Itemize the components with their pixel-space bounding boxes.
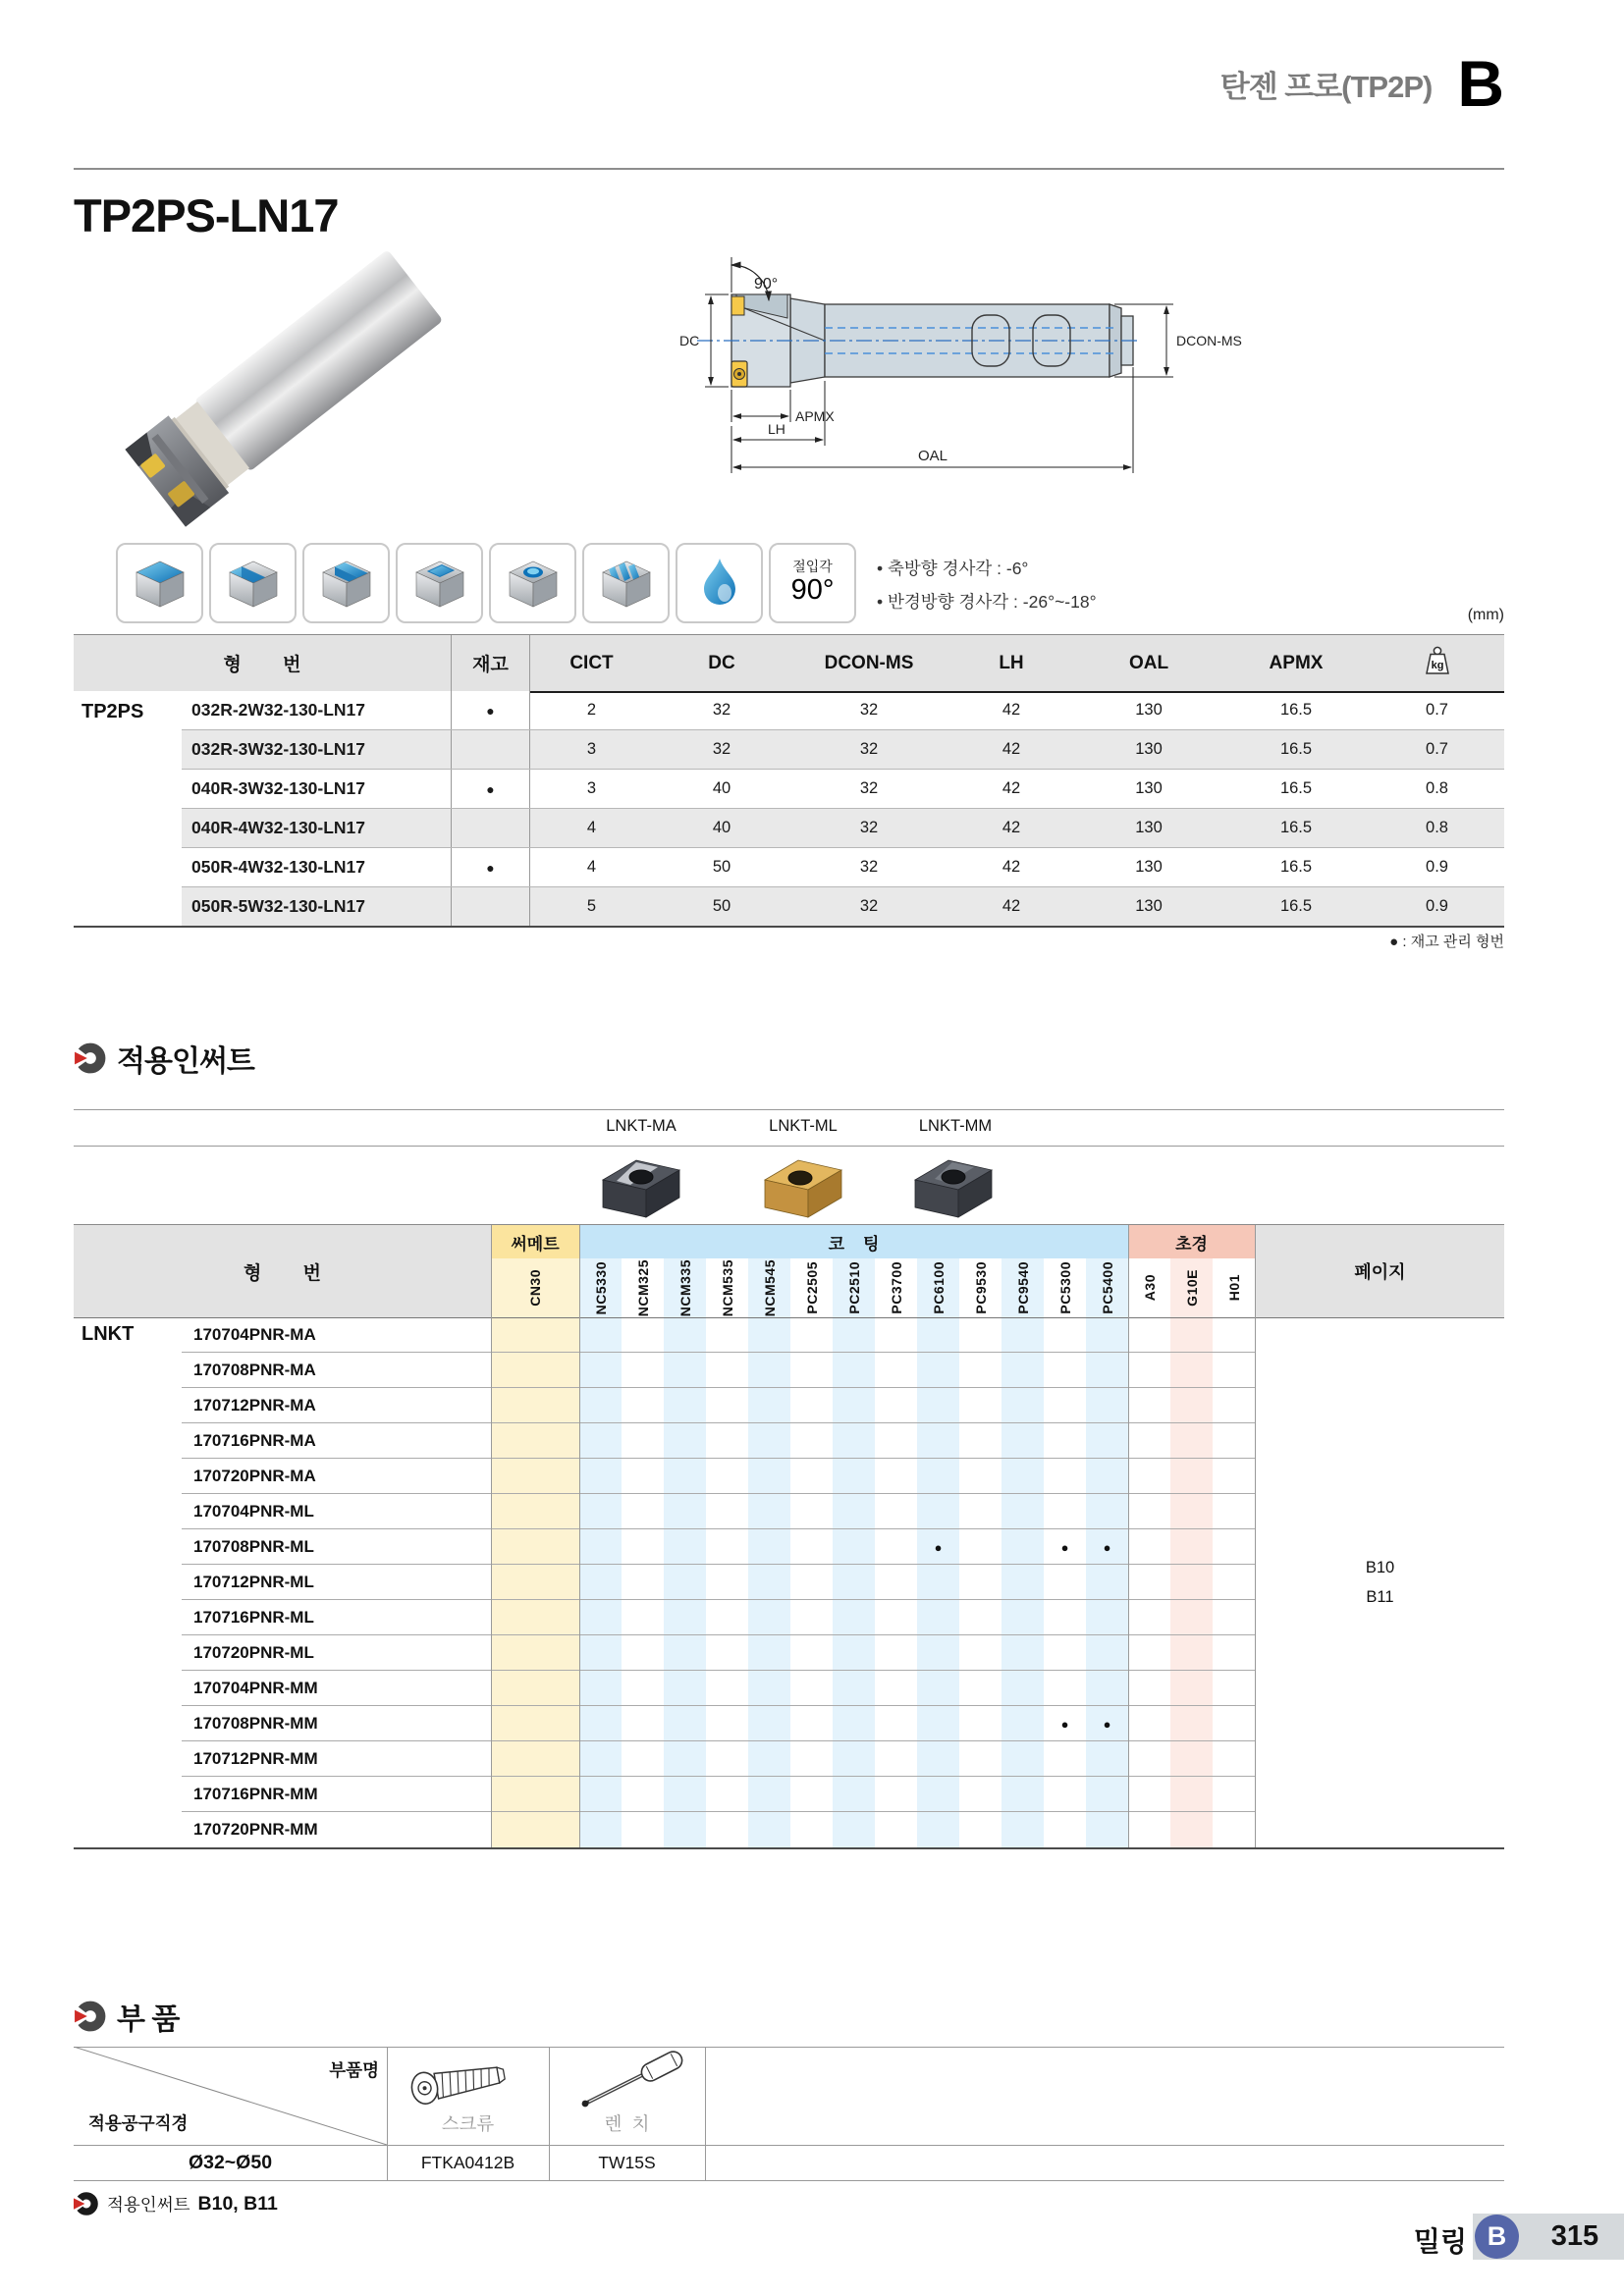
insert-row xyxy=(182,1777,1255,1812)
grade-name-label: PC2505 xyxy=(803,1261,820,1314)
plunging-icon xyxy=(502,557,565,610)
diameter-value: Ø32~Ø50 xyxy=(188,2152,273,2173)
stock-cell: ● xyxy=(452,691,530,729)
page-header xyxy=(74,47,1504,120)
insert-row xyxy=(182,1388,1255,1423)
note-bullet-icon xyxy=(74,2191,99,2216)
spec-table-header xyxy=(74,635,1504,691)
insert-table xyxy=(74,1224,1504,1849)
value-cell: 32 xyxy=(859,858,879,876)
insert-type-ma: LNKT-MA xyxy=(606,1117,677,1135)
grade-header-PC3700 xyxy=(875,1258,917,1317)
grade-name-label: PC5300 xyxy=(1056,1261,1073,1314)
insert-row xyxy=(182,1812,1255,1847)
value-cell: 3 xyxy=(586,779,597,797)
value-cell: 4 xyxy=(586,819,597,836)
grade-header-NCM535 xyxy=(706,1258,748,1317)
stock-cell: ● xyxy=(452,848,530,886)
header-rule xyxy=(74,168,1504,170)
model-cell: 032R-2W32-130-LN17 xyxy=(182,691,452,729)
grade-header-PC2510 xyxy=(833,1258,875,1317)
insert-type-ml: LNKT-ML xyxy=(769,1117,838,1135)
drawing-lh-label: LH xyxy=(768,421,785,437)
insert-model: 170712PNR-MA xyxy=(193,1396,316,1415)
grade-header-PC5400 xyxy=(1086,1258,1128,1317)
grade-header-NCM335 xyxy=(664,1258,706,1317)
value-cell: 5 xyxy=(586,897,597,915)
insert-row xyxy=(182,1600,1255,1635)
section-tab-letter: B xyxy=(1457,47,1504,120)
value-cell: 32 xyxy=(859,897,879,915)
insert-model: 170708PNR-MA xyxy=(193,1361,316,1379)
wrench-label: 렌 치 xyxy=(604,2113,650,2134)
op-plunging xyxy=(489,543,576,623)
op-entry-angle xyxy=(769,543,856,623)
note-label: 적용인써트 xyxy=(107,2194,190,2215)
grade-header-NCM545 xyxy=(748,1258,790,1317)
value-cell: 50 xyxy=(712,858,731,876)
grade-name-label: NC5330 xyxy=(592,1260,609,1315)
parts-rule-bottom xyxy=(74,2180,1504,2181)
grade-name-label: PC3700 xyxy=(888,1261,904,1314)
model-cell: 050R-4W32-130-LN17 xyxy=(182,848,452,886)
op-coolant xyxy=(676,543,763,623)
spec-row xyxy=(182,848,1504,887)
value-cell: 16.5 xyxy=(1279,701,1313,719)
col-stock: 재고 xyxy=(452,635,530,691)
insert-model: 170720PNR-ML xyxy=(193,1643,314,1662)
insert-model: 170704PNR-ML xyxy=(193,1502,314,1521)
op-pocketing xyxy=(396,543,483,623)
group-coating: 코 팅 xyxy=(579,1225,1128,1258)
grade-name-label: A30 xyxy=(1141,1274,1158,1302)
coolant-icon xyxy=(695,556,744,611)
inserts-rule-bottom xyxy=(74,1146,1504,1147)
parts-rule-mid xyxy=(74,2145,1504,2146)
spec-row xyxy=(182,809,1504,848)
insert-model: 170704PNR-MM xyxy=(193,1679,318,1697)
col-model: 형 번 xyxy=(74,635,452,691)
face-milling-icon xyxy=(129,557,191,610)
drawing-oal-label: OAL xyxy=(918,448,948,464)
insert-model: 170712PNR-ML xyxy=(193,1573,314,1591)
insert-col-page: 페이지 xyxy=(1255,1225,1504,1317)
value-cell: 4 xyxy=(586,858,597,876)
insert-row xyxy=(182,1353,1255,1388)
value-cell: 42 xyxy=(1001,897,1021,915)
drawing-angle-label: 90° xyxy=(754,276,779,293)
op-slotting xyxy=(302,543,390,623)
grade-header-NC5330 xyxy=(579,1258,622,1317)
insert-photo-ml xyxy=(759,1152,847,1221)
insert-model: 170708PNR-ML xyxy=(193,1537,314,1556)
value-cell: 32 xyxy=(712,701,731,719)
grade-dot-PC5300: ● xyxy=(1060,1716,1069,1732)
model-cell: 032R-3W32-130-LN17 xyxy=(182,730,452,769)
grade-name-label: PC2510 xyxy=(845,1261,862,1314)
grade-header-G10E xyxy=(1170,1258,1213,1317)
value-cell: 42 xyxy=(1001,701,1021,719)
value-cell: 32 xyxy=(859,819,879,836)
value-cell: 130 xyxy=(1135,819,1163,836)
slotting-icon xyxy=(315,557,378,610)
value-cell: 42 xyxy=(1001,779,1021,797)
insert-model: 170708PNR-MM xyxy=(193,1714,318,1733)
entry-angle-value: 90° xyxy=(790,573,835,606)
insert-model: 170716PNR-MA xyxy=(193,1431,316,1450)
insert-row xyxy=(182,1317,1255,1353)
grade-header-A30 xyxy=(1128,1258,1170,1317)
value-cell: 0.8 xyxy=(1426,779,1448,797)
spec-table-body xyxy=(74,691,1504,926)
value-cell: 0.7 xyxy=(1426,701,1448,719)
insert-model: 170716PNR-ML xyxy=(193,1608,314,1627)
insert-col-model: 형 번 xyxy=(74,1225,491,1317)
grade-dot-PC5400: ● xyxy=(1103,1539,1111,1555)
insert-row xyxy=(182,1529,1255,1565)
wrench-image xyxy=(568,2050,695,2112)
value-cell: 32 xyxy=(712,740,731,758)
group-carbide: 초경 xyxy=(1128,1225,1255,1258)
note-radial-rake: • 반경방향 경사각 : -26°~-18° xyxy=(877,592,1097,612)
grade-name-label: NCM335 xyxy=(677,1258,693,1317)
footer-category: 밀링 xyxy=(1413,2226,1467,2257)
section-bullet-icon xyxy=(74,1041,107,1075)
page-title: TP2PS-LN17 xyxy=(74,189,339,241)
part-name-label: 부품명 xyxy=(329,2060,379,2080)
parts-heading-text: 부 품 xyxy=(117,2003,180,2036)
insert-row xyxy=(182,1459,1255,1494)
insert-row xyxy=(182,1494,1255,1529)
grade-name-label: G10E xyxy=(1183,1269,1200,1307)
value-cell: 42 xyxy=(1001,858,1021,876)
page-ref-1: B10 xyxy=(1365,1558,1395,1576)
insert-row xyxy=(182,1671,1255,1706)
shoulder-milling-icon xyxy=(222,557,285,610)
drawing-apmx-label: APMX xyxy=(795,408,835,424)
drawing-dc-label: DC xyxy=(679,333,700,348)
inserts-rule-top xyxy=(74,1109,1504,1110)
parts-vline xyxy=(705,2047,706,2180)
note-axial-rake: • 축방향 경사각 : -6° xyxy=(877,559,1029,578)
col-weight xyxy=(1370,645,1504,682)
insert-type-mm: LNKT-MM xyxy=(918,1117,993,1135)
value-cell: 32 xyxy=(859,740,879,758)
screw-label: 스크류 xyxy=(441,2113,495,2134)
grade-name-label: CN30 xyxy=(527,1269,543,1307)
unit-label: (mm) xyxy=(1467,607,1504,623)
col-cict: CICT xyxy=(569,652,614,673)
spec-table xyxy=(74,634,1504,928)
insert-series-label: LNKT xyxy=(81,1323,135,1345)
section-bullet-icon xyxy=(74,2000,107,2033)
technical-drawing xyxy=(677,247,1247,503)
grade-name-label: H01 xyxy=(1225,1274,1242,1302)
grade-header-CN30 xyxy=(491,1258,579,1317)
grade-dot-PC6100: ● xyxy=(934,1539,943,1555)
value-cell: 130 xyxy=(1135,779,1163,797)
value-cell: 0.9 xyxy=(1426,897,1448,915)
grade-header-NCM325 xyxy=(622,1258,664,1317)
spec-row xyxy=(182,730,1504,770)
stock-cell: ● xyxy=(452,770,530,808)
inserts-heading xyxy=(74,1037,254,1080)
value-cell: 16.5 xyxy=(1279,858,1313,876)
insert-row xyxy=(182,1706,1255,1741)
value-cell: 130 xyxy=(1135,701,1163,719)
value-cell: 16.5 xyxy=(1279,740,1313,758)
screw-value: FTKA0412B xyxy=(420,2153,515,2172)
stock-footnote: ● : 재고 관리 형번 xyxy=(1389,934,1504,950)
wrench-value: TW15S xyxy=(598,2153,656,2172)
svg-text:kg: kg xyxy=(1431,659,1443,671)
grade-header-H01 xyxy=(1213,1258,1255,1317)
op-ramping xyxy=(582,543,670,623)
spec-row xyxy=(182,887,1504,926)
value-cell: 50 xyxy=(712,897,731,915)
op-face-milling xyxy=(116,543,203,623)
model-cell: 050R-5W32-130-LN17 xyxy=(182,887,452,926)
value-cell: 0.9 xyxy=(1426,858,1448,876)
value-cell: 42 xyxy=(1001,740,1021,758)
value-cell: 32 xyxy=(859,779,879,797)
grade-name-label: PC5400 xyxy=(1099,1261,1115,1314)
insert-model: 170704PNR-MA xyxy=(193,1325,316,1344)
model-cell: 040R-4W32-130-LN17 xyxy=(182,809,452,847)
diameter-label: 적용공구직경 xyxy=(88,2113,189,2133)
insert-model: 170720PNR-MA xyxy=(193,1467,316,1485)
group-cermet: 써메트 xyxy=(491,1225,579,1258)
note-value: B10, B11 xyxy=(197,2192,278,2215)
insert-model: 170716PNR-MM xyxy=(193,1785,318,1803)
insert-row xyxy=(182,1741,1255,1777)
pocketing-icon xyxy=(408,557,471,610)
insert-row xyxy=(182,1423,1255,1459)
stock-cell xyxy=(452,730,530,769)
parts-heading xyxy=(74,1995,179,2038)
grade-name-row xyxy=(491,1258,1255,1317)
spec-row xyxy=(182,770,1504,809)
category-title: 탄젠 프로(TP2P) xyxy=(1219,69,1433,104)
col-oal: OAL xyxy=(1128,652,1169,673)
grade-name-label: NCM545 xyxy=(761,1258,778,1317)
grade-header-PC6100 xyxy=(917,1258,959,1317)
value-cell: 130 xyxy=(1135,740,1163,758)
grid-vline xyxy=(579,1225,580,1847)
grade-header-PC2505 xyxy=(790,1258,833,1317)
inserts-heading-text: 적용인써트 xyxy=(117,1045,254,1078)
product-photo xyxy=(79,243,491,528)
insert-photo-mm xyxy=(909,1152,998,1221)
value-cell: 130 xyxy=(1135,897,1163,915)
page-ref-cell xyxy=(1255,1317,1504,1847)
grid-vline xyxy=(1128,1225,1129,1847)
grade-header-PC9540 xyxy=(1001,1258,1044,1317)
ramping-icon xyxy=(595,557,658,610)
insert-table-rows xyxy=(182,1317,1255,1847)
insert-row xyxy=(182,1635,1255,1671)
entry-angle-label: 절입각 xyxy=(792,559,833,575)
insert-photo-ma xyxy=(597,1152,685,1221)
col-apmx: APMX xyxy=(1269,652,1324,673)
value-cell: 32 xyxy=(859,701,879,719)
value-cell: 40 xyxy=(712,779,731,797)
grade-name-label: PC6100 xyxy=(930,1261,947,1314)
spec-row xyxy=(182,691,1504,730)
grade-name-label: NCM325 xyxy=(634,1258,651,1317)
col-lh: LH xyxy=(999,652,1024,673)
value-cell: 42 xyxy=(1001,819,1021,836)
drawing-dcon-label: DCON-MS xyxy=(1176,333,1242,348)
insert-model: 170720PNR-MM xyxy=(193,1820,318,1839)
weight-kg-icon xyxy=(1421,645,1454,676)
grade-header-PC5300 xyxy=(1044,1258,1086,1317)
grid-vline xyxy=(491,1225,492,1847)
screw-image xyxy=(401,2054,533,2110)
op-shoulder-milling xyxy=(209,543,297,623)
grade-dot-PC5400: ● xyxy=(1103,1716,1111,1732)
insert-row xyxy=(182,1565,1255,1600)
value-cell: 2 xyxy=(586,701,597,719)
value-cell: 130 xyxy=(1135,858,1163,876)
grade-header-PC9530 xyxy=(959,1258,1001,1317)
footer-page-number: 315 xyxy=(1550,2220,1599,2252)
series-label: TP2PS xyxy=(81,701,144,722)
value-cell: 16.5 xyxy=(1279,897,1313,915)
page-ref-2: B11 xyxy=(1366,1587,1394,1606)
grade-name-label: PC9530 xyxy=(972,1261,989,1314)
col-dcon-ms: DCON-MS xyxy=(824,652,914,673)
grade-name-label: NCM535 xyxy=(719,1258,735,1317)
footer-section-badge: B xyxy=(1475,2215,1519,2259)
value-cell: 0.8 xyxy=(1426,819,1448,836)
applicable-inserts-note xyxy=(74,2191,278,2216)
value-cell: 16.5 xyxy=(1279,779,1313,797)
grade-name-label: PC9540 xyxy=(1014,1261,1031,1314)
stock-cell xyxy=(452,887,530,926)
stock-cell xyxy=(452,809,530,847)
value-cell: 3 xyxy=(586,740,597,758)
grade-dot-PC5300: ● xyxy=(1060,1539,1069,1555)
value-cell: 0.7 xyxy=(1426,740,1448,758)
value-cell: 40 xyxy=(712,819,731,836)
col-dc: DC xyxy=(708,652,735,673)
insert-model: 170712PNR-MM xyxy=(193,1749,318,1768)
model-cell: 040R-3W32-130-LN17 xyxy=(182,770,452,808)
value-cell: 16.5 xyxy=(1279,819,1313,836)
